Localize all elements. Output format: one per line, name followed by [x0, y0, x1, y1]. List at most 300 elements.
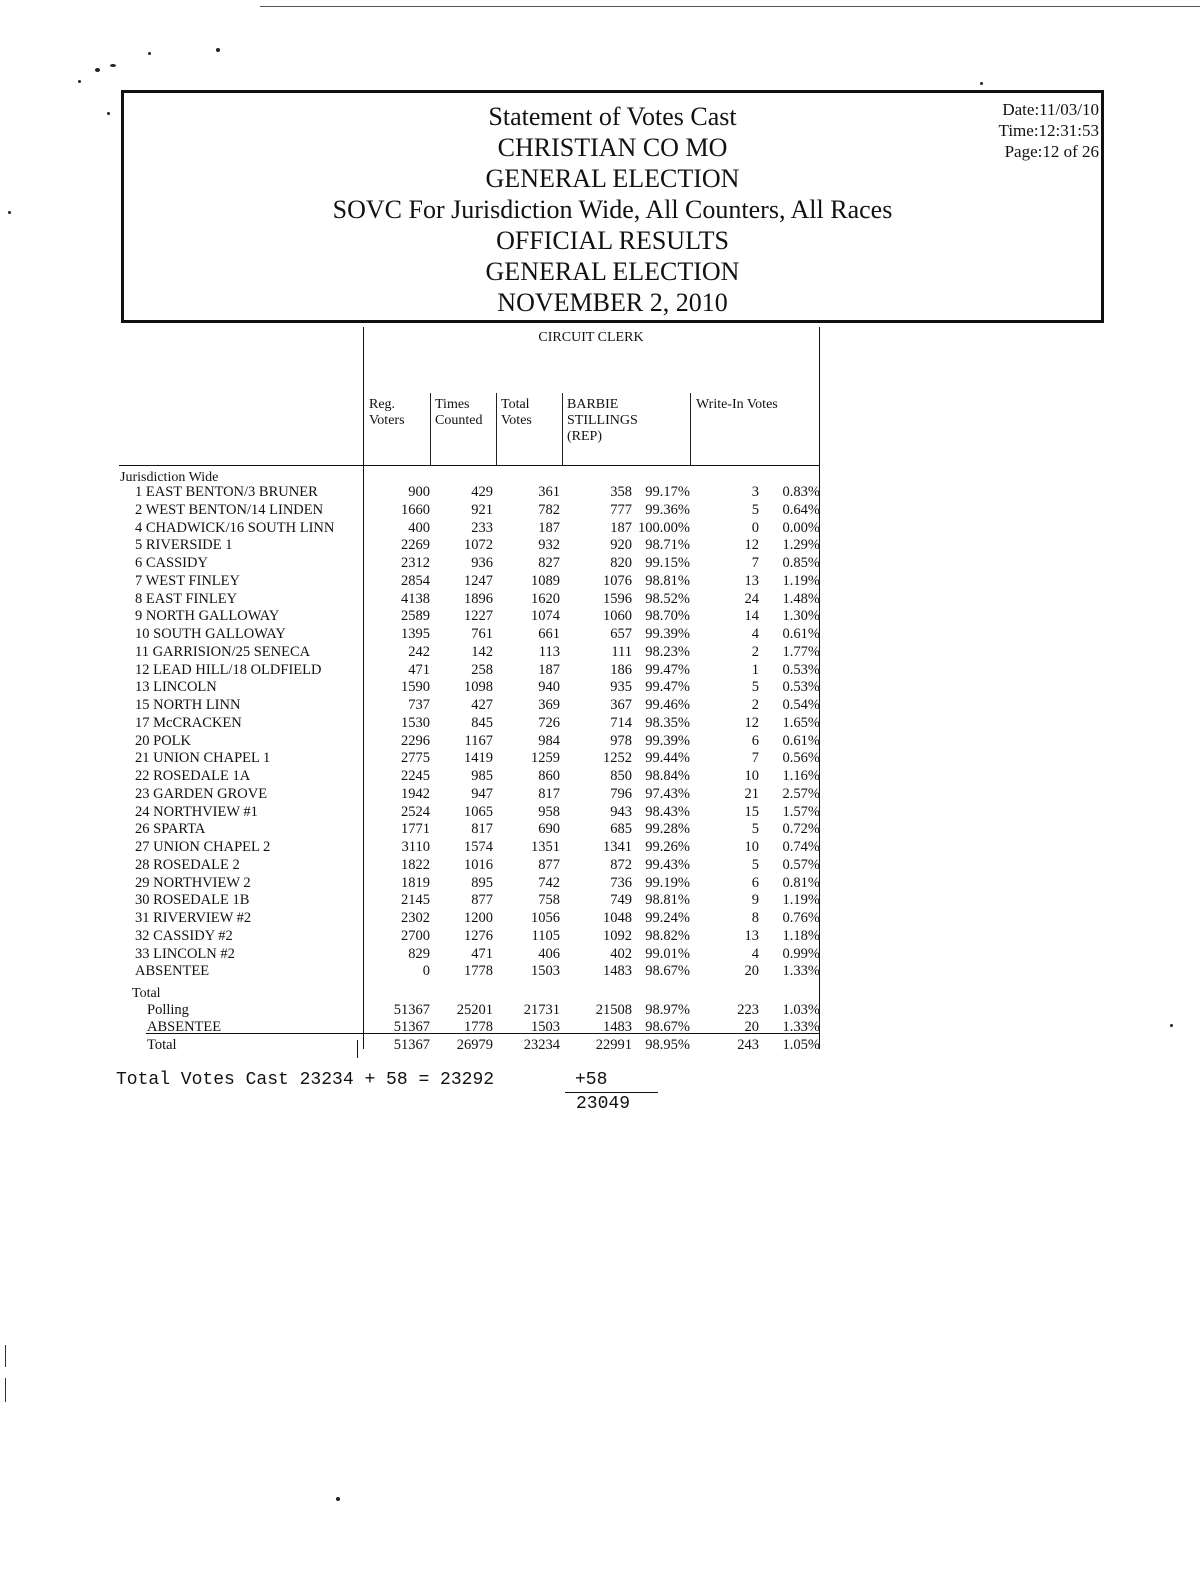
table-row: [0, 821, 830, 839]
table-row: [0, 502, 830, 520]
table-row: [0, 537, 830, 555]
cell-cand: 111: [611, 643, 632, 660]
cell-times: 1098: [464, 679, 493, 696]
cell-wi: 7: [751, 750, 759, 767]
scan-speck: [107, 112, 110, 115]
table-row: [0, 928, 830, 946]
cell-cand-pct: 98.84%: [645, 768, 690, 784]
table-row: [0, 484, 830, 502]
scan-speck: [95, 68, 100, 72]
table-row: [0, 573, 830, 591]
cell-wi-pct: 0.99%: [782, 945, 820, 962]
cell-name: 15 NORTH LINN: [135, 697, 241, 713]
cell-cand: 943: [610, 803, 632, 820]
election-name: GENERAL ELECTION: [485, 164, 740, 193]
cell-wi: 10: [744, 839, 759, 855]
cell-wi-pct: 1.30%: [782, 608, 820, 625]
race-title: CIRCUIT CLERK: [538, 330, 644, 345]
header-separator: [690, 393, 691, 465]
cell-times: 427: [471, 697, 493, 713]
cell-wi: 2: [751, 697, 759, 713]
cell-cand-pct: 98.95%: [645, 1037, 690, 1053]
cell-wi: 5: [751, 679, 759, 696]
cell-reg: 1822: [401, 856, 430, 873]
cell-total: 726: [538, 714, 560, 731]
col-header-line: Votes: [501, 413, 532, 428]
cell-wi-pct: 1.18%: [782, 927, 820, 944]
cell-total: 361: [538, 484, 560, 500]
cell-times: 1276: [464, 927, 493, 944]
cell-times: 761: [471, 626, 493, 642]
cell-cand: 872: [610, 856, 632, 873]
cell-wi: 5: [751, 856, 759, 873]
scan-speck: [980, 82, 983, 85]
col-header-candidate: [567, 397, 638, 445]
cell-cand-pct: 99.24%: [645, 910, 690, 926]
cell-cand: 1092: [603, 927, 632, 944]
header-separator: [430, 393, 431, 465]
cell-times: 1227: [464, 608, 493, 625]
scan-margin-mark: [5, 1345, 6, 1367]
cell-name: 22 ROSEDALE 1A: [135, 768, 251, 784]
cell-times: 1247: [464, 572, 493, 589]
cell-wi: 2: [751, 643, 759, 660]
cell-wi: 6: [751, 732, 759, 749]
cell-times: 26979: [456, 1037, 493, 1053]
cell-total: 1503: [531, 963, 560, 980]
cell-cand-pct: 99.01%: [645, 945, 690, 962]
table-row: [0, 715, 830, 733]
cell-total: 1105: [531, 927, 560, 944]
cell-name: 24 NORTHVIEW #1: [135, 803, 258, 820]
cell-reg: 1530: [401, 714, 430, 731]
header-separator: [496, 393, 497, 465]
cell-reg: 2296: [401, 732, 430, 749]
cell-total: 932: [538, 537, 560, 554]
cell-reg: 4138: [401, 590, 430, 607]
cell-cand: 820: [610, 555, 632, 571]
cell-wi-pct: 0.81%: [782, 874, 820, 891]
cell-reg: 51367: [393, 1037, 430, 1053]
scan-speck: [1170, 1024, 1173, 1027]
cell-total: 187: [538, 519, 560, 536]
cell-wi-pct: 0.76%: [782, 910, 820, 926]
cell-total: 877: [538, 856, 560, 873]
scan-speck: [336, 1497, 340, 1501]
cell-wi: 6: [751, 874, 759, 891]
scan-speck: [8, 211, 11, 214]
results-status: OFFICIAL RESULTS: [496, 226, 729, 255]
col-header-line: STILLINGS: [567, 413, 638, 428]
cell-cand: 367: [610, 697, 632, 713]
cell-times: 1778: [464, 963, 493, 980]
cell-cand: 685: [610, 821, 632, 838]
cell-name: 21 UNION CHAPEL 1: [135, 750, 271, 767]
cell-name: 26 SPARTA: [135, 821, 206, 838]
absentee-underline: [146, 1033, 820, 1034]
cell-reg: 1590: [401, 679, 430, 696]
cell-wi: 5: [751, 821, 759, 838]
cell-wi: 13: [744, 927, 759, 944]
cell-times: 947: [471, 785, 493, 802]
table-row: [0, 697, 830, 715]
report-meta: [999, 99, 1099, 162]
cell-reg: 900: [408, 484, 430, 500]
scan-margin-mark: [5, 1378, 6, 1402]
col-header-line: Times: [435, 397, 470, 412]
cell-cand-pct: 99.44%: [645, 750, 690, 767]
cell-total: 1620: [531, 590, 560, 607]
cell-wi: 12: [744, 537, 759, 554]
totals-row-polling: [0, 1002, 830, 1020]
col-header-line: Counted: [435, 413, 483, 428]
cell-cand-pct: 99.15%: [645, 555, 690, 571]
cell-cand: 920: [610, 537, 632, 554]
cell-cand: 657: [610, 626, 632, 642]
cell-reg: 2312: [401, 555, 430, 571]
cell-wi-pct: 1.19%: [782, 572, 820, 589]
cell-wi: 15: [744, 803, 759, 820]
cell-name: 27 UNION CHAPEL 2: [135, 839, 271, 855]
cell-reg: 2245: [401, 768, 430, 784]
cell-cand: 1076: [603, 572, 632, 589]
cell-total: 1089: [531, 572, 560, 589]
cell-cand: 1596: [603, 590, 632, 607]
cell-wi: 4: [751, 945, 759, 962]
cell-reg: 1660: [401, 501, 430, 518]
scan-speck: [110, 64, 116, 67]
cell-total: 1351: [531, 839, 560, 855]
cell-name: Total: [147, 1037, 177, 1053]
cell-name: ABSENTEE: [135, 963, 210, 980]
cell-cand: 187: [610, 519, 632, 536]
cell-wi-pct: 0.85%: [782, 555, 820, 571]
election-name-repeat: GENERAL ELECTION: [485, 257, 740, 286]
cell-reg: 2700: [401, 927, 430, 944]
cell-wi: 21: [744, 785, 759, 802]
col-header-line: Total: [501, 397, 530, 412]
cell-times: 921: [471, 501, 493, 518]
cell-total: 690: [538, 821, 560, 838]
cell-wi-pct: 0.53%: [782, 679, 820, 696]
header-separator: [562, 393, 563, 465]
cell-reg: 51367: [393, 1019, 430, 1035]
cell-times: 233: [471, 519, 493, 536]
cell-wi: 20: [744, 1019, 759, 1035]
cell-wi-pct: 0.00%: [782, 519, 820, 536]
cell-cand: 1060: [603, 608, 632, 625]
cell-cand-pct: 98.82%: [645, 927, 690, 944]
cell-reg: 2854: [401, 572, 430, 589]
cell-wi-pct: 0.56%: [782, 750, 820, 767]
cell-cand-pct: 100.00%: [638, 519, 690, 536]
col-header-times-counted: [435, 397, 482, 429]
table-row: [0, 857, 830, 875]
cell-times: 25201: [456, 1002, 493, 1018]
col-header-total-votes: [501, 397, 532, 429]
cell-name: 28 ROSEDALE 2: [135, 856, 240, 873]
cell-cand-pct: 98.71%: [645, 537, 690, 554]
table-row: [0, 662, 830, 680]
cell-reg: 1395: [401, 626, 430, 642]
cell-total: 940: [538, 679, 560, 696]
cell-cand-pct: 98.23%: [645, 643, 690, 660]
cell-times: 1065: [464, 803, 493, 820]
cell-name: 1 EAST BENTON/3 BRUNER: [135, 484, 318, 500]
cell-name: 11 GARRISION/25 SENECA: [135, 643, 311, 660]
cell-reg: 0: [422, 963, 430, 980]
col-header-write-in: Write-In Votes: [696, 397, 778, 412]
cell-name: 12 LEAD HILL/18 OLDFIELD: [135, 661, 322, 678]
cell-cand-pct: 98.35%: [645, 714, 690, 731]
election-date: NOVEMBER 2, 2010: [497, 288, 728, 317]
cell-cand: 402: [610, 945, 632, 962]
cell-total: 1259: [531, 750, 560, 767]
cell-reg: 2775: [401, 750, 430, 767]
cell-name: 7 WEST FINLEY: [135, 572, 240, 589]
cell-cand-pct: 98.97%: [645, 1002, 690, 1018]
cell-wi-pct: 1.05%: [782, 1037, 820, 1053]
cell-cand-pct: 99.36%: [645, 501, 690, 518]
cell-name: 5 RIVERSIDE 1: [135, 537, 233, 554]
report-scope: SOVC For Jurisdiction Wide, All Counters, All Races: [332, 195, 893, 224]
cell-name: 23 GARDEN GROVE: [135, 785, 268, 802]
cell-cand: 749: [610, 892, 632, 909]
header-rule: [119, 465, 820, 466]
report-title-line: Statement of Votes Cast: [488, 102, 737, 131]
cell-name: 20 POLK: [135, 732, 191, 749]
totals-row-grand-total: [0, 1037, 830, 1055]
cell-total: 1056: [531, 910, 560, 926]
table-row: [0, 839, 830, 857]
cell-cand-pct: 99.39%: [645, 732, 690, 749]
cell-times: 142: [471, 643, 493, 660]
table-row: [0, 875, 830, 893]
cell-wi: 243: [737, 1037, 759, 1053]
cell-total: 860: [538, 768, 560, 784]
cell-wi-pct: 1.29%: [782, 537, 820, 554]
table-row: [0, 892, 830, 910]
cell-reg: 2524: [401, 803, 430, 820]
cell-reg: 471: [408, 661, 430, 678]
cell-wi-pct: 1.16%: [782, 768, 820, 784]
cell-times: 1419: [464, 750, 493, 767]
cell-reg: 1771: [401, 821, 430, 838]
table-row: [0, 679, 830, 697]
cell-wi-pct: 0.61%: [782, 626, 820, 642]
cell-total: 369: [538, 697, 560, 713]
cell-cand: 21508: [595, 1002, 632, 1018]
cell-cand: 935: [610, 679, 632, 696]
cell-cand: 714: [610, 714, 632, 731]
cell-wi: 223: [737, 1002, 759, 1018]
cell-name: 10 SOUTH GALLOWAY: [135, 626, 286, 642]
scan-top-rule: [260, 6, 1200, 7]
table-row: [0, 750, 830, 768]
cell-reg: 1942: [401, 785, 430, 802]
cell-name: 2 WEST BENTON/14 LINDEN: [135, 501, 324, 518]
cell-wi-pct: 0.54%: [782, 697, 820, 713]
cell-wi: 20: [744, 963, 759, 980]
cell-times: 1200: [464, 910, 493, 926]
cell-times: 1167: [464, 732, 493, 749]
table-row: [0, 555, 830, 573]
cell-wi-pct: 0.64%: [782, 501, 820, 518]
cell-reg: 1819: [401, 874, 430, 891]
totals-row-absentee: [0, 1019, 830, 1037]
cell-name: 13 LINCOLN: [135, 679, 217, 696]
cell-wi-pct: 1.57%: [782, 803, 820, 820]
cell-reg: 2269: [401, 537, 430, 554]
cell-cand-pct: 99.28%: [645, 821, 690, 838]
cell-wi-pct: 1.77%: [782, 643, 820, 660]
cell-name: 6 CASSIDY: [135, 555, 208, 571]
col-header-line: Reg.: [369, 397, 396, 412]
cell-wi: 8: [751, 910, 759, 926]
cell-name: 29 NORTHVIEW 2: [135, 874, 251, 891]
cell-cand-pct: 99.47%: [645, 679, 690, 696]
table-row: [0, 804, 830, 822]
cell-total: 758: [538, 892, 560, 909]
cell-wi: 0: [751, 519, 759, 536]
table-row: [0, 520, 830, 538]
cell-times: 258: [471, 661, 493, 678]
cell-cand-pct: 97.43%: [645, 785, 690, 802]
cell-wi-pct: 2.57%: [782, 785, 820, 802]
col-header-reg-voters: [369, 397, 405, 429]
cell-name: 31 RIVERVIEW #2: [135, 910, 252, 926]
cell-reg: 3110: [401, 839, 430, 855]
table-row: [0, 591, 830, 609]
cell-times: 429: [471, 484, 493, 500]
cell-total: 984: [538, 732, 560, 749]
cell-name: 32 CASSIDY #2: [135, 927, 233, 944]
cell-times: 817: [471, 821, 493, 838]
cell-total: 827: [538, 555, 560, 571]
cell-name: 4 CHADWICK/16 SOUTH LINN: [135, 519, 335, 536]
cell-cand-pct: 98.81%: [645, 572, 690, 589]
col-header-line: BARBIE: [567, 397, 619, 412]
cell-times: 985: [471, 768, 493, 784]
cell-wi: 3: [751, 484, 759, 500]
table-row: [0, 910, 830, 928]
cell-name: 9 NORTH GALLOWAY: [135, 608, 280, 625]
cell-times: 895: [471, 874, 493, 891]
handwritten-sum-line: [565, 1092, 658, 1093]
report-time: Time:12:31:53: [998, 121, 1099, 140]
cell-name: 8 EAST FINLEY: [135, 590, 238, 607]
table-row: [0, 946, 830, 964]
cell-total: 742: [538, 874, 560, 891]
table-row: [0, 644, 830, 662]
cell-wi-pct: 1.33%: [782, 963, 820, 980]
cell-cand: 1483: [603, 1019, 632, 1035]
report-page: Page:12 of 26: [1004, 142, 1099, 161]
cell-total: 1503: [531, 1019, 560, 1035]
report-title-block: [124, 101, 1101, 318]
cell-cand: 1341: [603, 839, 632, 855]
cell-cand: 1483: [603, 963, 632, 980]
cell-reg: 737: [408, 697, 430, 713]
cell-wi-pct: 0.72%: [782, 821, 820, 838]
cell-wi: 14: [744, 608, 759, 625]
cell-times: 1016: [464, 856, 493, 873]
cell-reg: 2302: [401, 910, 430, 926]
section-label-jurisdiction: Jurisdiction Wide: [120, 470, 219, 485]
total-row-marker: [357, 1040, 358, 1058]
cell-wi: 10: [744, 768, 759, 784]
cell-reg: 2145: [401, 892, 430, 909]
cell-wi-pct: 1.65%: [782, 714, 820, 731]
cell-total: 817: [538, 785, 560, 802]
cell-total: 21731: [523, 1002, 560, 1018]
cell-name: ABSENTEE: [147, 1019, 222, 1035]
cell-wi-pct: 0.57%: [782, 856, 820, 873]
cell-wi-pct: 0.61%: [782, 732, 820, 749]
cell-total: 23234: [523, 1037, 560, 1053]
cell-wi: 9: [751, 892, 759, 909]
cell-times: 1778: [464, 1019, 493, 1035]
cell-name: 33 LINCOLN #2: [135, 945, 235, 962]
table-row: [0, 733, 830, 751]
cell-total: 187: [538, 661, 560, 678]
cell-cand-pct: 99.47%: [645, 661, 690, 678]
cell-cand: 850: [610, 768, 632, 784]
cell-cand: 22991: [595, 1037, 632, 1053]
cell-cand-pct: 99.43%: [645, 856, 690, 873]
cell-total: 406: [538, 945, 560, 962]
handwritten-result: 23049: [576, 1094, 631, 1114]
cell-wi-pct: 1.03%: [782, 1002, 820, 1018]
cell-total: 661: [538, 626, 560, 642]
cell-times: 1896: [464, 590, 493, 607]
report-header: [121, 90, 1104, 323]
cell-cand: 736: [610, 874, 632, 891]
cell-cand-pct: 98.81%: [645, 892, 690, 909]
cell-wi: 24: [744, 590, 759, 607]
cell-times: 877: [471, 892, 493, 909]
table-row: [0, 963, 830, 981]
cell-wi: 5: [751, 501, 759, 518]
cell-times: 1072: [464, 537, 493, 554]
table-row: [0, 768, 830, 786]
handwritten-total-votes-note: Total Votes Cast 23234 + 58 = 23292: [116, 1070, 495, 1090]
handwritten-addend: +58: [575, 1070, 608, 1090]
cell-total: 958: [538, 803, 560, 820]
totals-label: Total: [132, 986, 161, 1001]
col-header-line: Voters: [369, 413, 405, 428]
cell-cand: 1252: [603, 750, 632, 767]
cell-cand-pct: 98.67%: [645, 1019, 690, 1035]
table-row: [0, 786, 830, 804]
cell-times: 1574: [464, 839, 493, 855]
cell-times: 471: [471, 945, 493, 962]
cell-cand: 777: [610, 501, 632, 518]
cell-total: 113: [538, 643, 560, 660]
cell-cand-pct: 99.17%: [645, 484, 690, 500]
cell-cand-pct: 99.19%: [645, 874, 690, 891]
cell-cand-pct: 98.70%: [645, 608, 690, 625]
cell-cand: 186: [610, 661, 632, 678]
cell-name: 17 McCRACKEN: [135, 714, 242, 731]
cell-cand-pct: 99.39%: [645, 626, 690, 642]
cell-wi: 12: [744, 714, 759, 731]
cell-wi-pct: 0.53%: [782, 661, 820, 678]
cell-name: Polling: [147, 1002, 189, 1018]
cell-cand: 358: [610, 484, 632, 500]
scan-speck: [216, 48, 220, 52]
cell-wi: 4: [751, 626, 759, 642]
